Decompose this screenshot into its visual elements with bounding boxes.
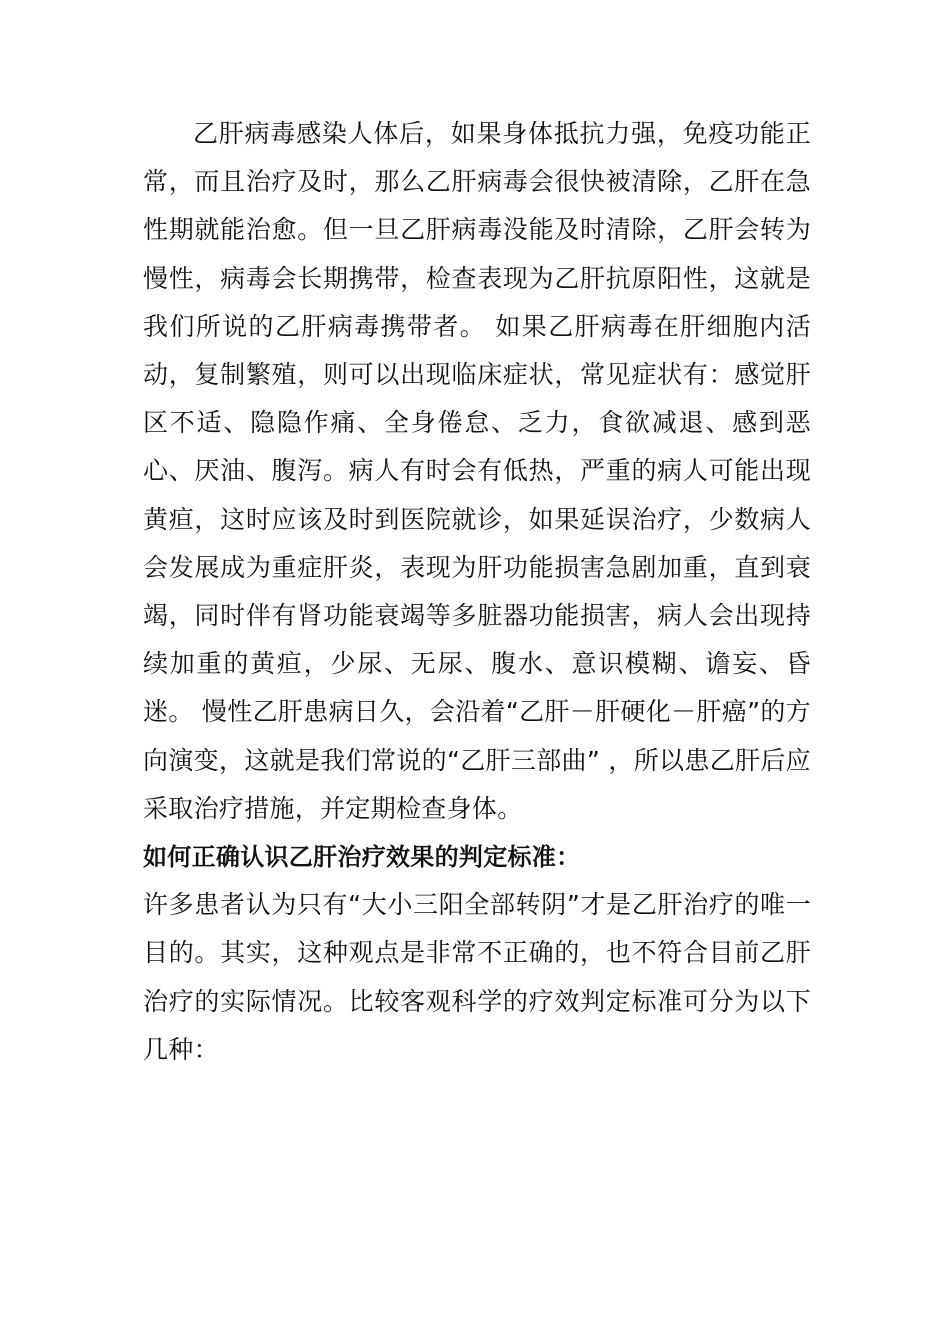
paragraph-hepatitis-b-progression: 乙肝病毒感染人体后，如果身体抵抗力强，免疫功能正常，而且治疗及时，那么乙肝病毒会很快被清除，乙肝在急性期就能治愈。但一旦乙肝病毒没能及时清除，乙肝会转为慢性，病毒会长期携带，检查表现为乙肝抗原阳性，这就是我们所说的乙肝病毒携带者。 如果乙肝病毒在肝细胞内活动，复制繁殖，则可以出现临床症状，常见症状有：感觉肝区不适、隐隐作痛、全身倦怠、乏力，食欲减退、感到恶心、厌油、腹泻。病人有时会有低热，严重的病人可能出现黄疸，这时应该及时到医院就诊，如果延误治疗，少数病人会发展成为重症肝炎，表现为肝功能损害急剧加重，直到衰竭，同时伴有肾功能衰竭等多脏器功能损害，病人会出现持续加重的黄疸，少尿、无尿、腹水、意识模糊、谵妄、昏迷。 慢性乙肝患病日久，会沿着“乙肝－肝硬化－肝癌”的方向演变，这就是我们常说的“乙肝三部曲” ，所以患乙肝后应采取治疗措施，并定期检查身体。 [143, 119, 811, 823]
paragraph-treatment-criteria: 许多患者认为只有“大小三阳全部转阴”才是乙肝治疗的唯一目的。其实，这种观点是非常不正确的，也不符合目前乙肝治疗的实际情况。比较客观科学的疗效判定标准可分为以下几种： [143, 890, 811, 1064]
document-body [143, 110, 811, 1074]
section-heading-treatment-criteria: 如何正确认识乙肝治疗效果的判定标准： [143, 843, 581, 872]
